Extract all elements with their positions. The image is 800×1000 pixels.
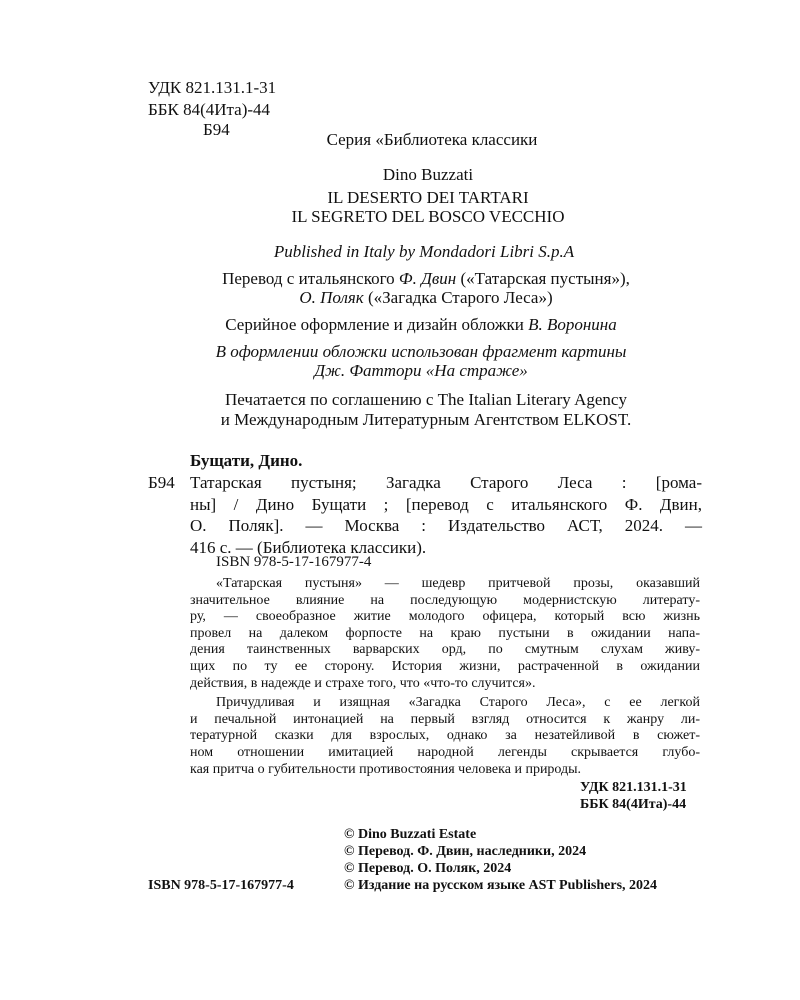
annotation-line: значительное влияние на последующую модернистскую литерату- xyxy=(190,592,700,608)
annotation-line: Причудливая и изящная «Загадка Старого Леса», с ее легкой xyxy=(216,695,700,711)
annotation-line: тературной сказки для взрослых, однако за незатейливой в сюжет- xyxy=(190,728,700,744)
title-original-2: IL SEGRETO DEL BOSCO VECCHIO xyxy=(291,207,565,226)
designer-name: В. Воронина xyxy=(528,315,617,334)
annotation-line: действия, в надежде и страхе того, что «что-то случится». xyxy=(190,675,536,691)
publisher-note: Published in Italy by Mondadori Libri S.p.A xyxy=(273,242,575,261)
annotation-line: щих по ту ее сторону. История жизни, растраченной в ожидании xyxy=(190,658,700,674)
translated-work-2: («Загадка Старого Леса») xyxy=(363,288,553,307)
translation-line-2 xyxy=(0,287,800,309)
copyright-line: © Перевод. О. Поляк, 2024 xyxy=(344,861,512,876)
translation-prefix: Перевод с итальянского xyxy=(222,269,399,288)
annotation-paragraph-1 xyxy=(190,576,700,692)
udk-code: УДК 821.131.1-31 xyxy=(148,78,277,97)
annotation-line: ном отношении имитацией народной легенды скрывается глубо- xyxy=(190,744,700,760)
copyright-isbn: ISBN 978-5-17-167977-4 xyxy=(148,878,294,893)
bib-isbn: ISBN 978-5-17-167977-4 xyxy=(216,554,372,570)
bib-line-1: Татарская пустыня; Загадка Старого Леса : [рома- xyxy=(190,473,702,492)
annotation-line: и печальной интонацией на первый взгляд относится к жанру ли- xyxy=(190,711,700,727)
title-original-1: IL DESERTO DEI TARTARI xyxy=(327,188,529,207)
agreement-line-1: Печатается по соглашению с The Italian Literary Agency xyxy=(225,390,627,409)
bbk-code: ББК 84(4Ита)-44 xyxy=(148,100,271,119)
bib-record xyxy=(190,472,702,558)
design-credit xyxy=(0,314,800,336)
copyright-block xyxy=(344,826,657,894)
annotation xyxy=(190,576,700,778)
annotation-line: ру, — своеобразное житие молодого офицера, который всю жизнь xyxy=(190,609,700,625)
translator-2: О. Поляк xyxy=(299,288,364,307)
annotation-line: «Татарская пустыня» — шедевр притчевой прозы, оказавший xyxy=(216,576,700,591)
copyright-line: © Перевод. Ф. Двин, наследники, 2024 xyxy=(344,844,587,859)
cover-note-line-2: Дж. Фаттори «На страже» xyxy=(314,361,528,380)
cover-note-line-1: В оформлении обложки использован фрагмент картины xyxy=(215,342,627,361)
translated-work-1: («Татарская пустыня»), xyxy=(456,269,630,288)
copyright-line: © Dino Buzzati Estate xyxy=(344,827,477,842)
author-mark: Б94 xyxy=(203,120,230,139)
annotation-line: дения таинственных варварских орд, по смутным слухам живу- xyxy=(190,642,700,658)
bib-line-3: О. Поляк]. — Москва : Издательство АСТ, 2024. — xyxy=(190,516,702,535)
agreement-line-2: и Международным Литературным Агентством ELKOST. xyxy=(220,410,632,429)
bib-line-2: ны] / Дино Бущати ; [перевод с итальянского Ф. Двин, xyxy=(190,494,702,514)
bib-line-4: 416 с. — (Библиотека классики). xyxy=(190,537,427,557)
bib-code: Б94 xyxy=(148,473,175,492)
series-line: Серия «Библиотека классики xyxy=(326,130,538,149)
author-original: Dino Buzzati xyxy=(382,165,474,184)
copyright-line: © Издание на русском языке AST Publishers, 2024 xyxy=(344,878,658,893)
design-text: Серийное оформление и дизайн обложки xyxy=(225,315,529,334)
bib-heading: Бущати, Дино. xyxy=(190,451,303,470)
translator-1: Ф. Двин xyxy=(398,269,457,288)
index-bbk: ББК 84(4Ита)-44 xyxy=(580,797,687,812)
annotation-paragraph-2 xyxy=(190,695,700,778)
index-udk: УДК 821.131.1-31 xyxy=(580,780,687,795)
annotation-line: провел на далеком форпосте на краю пустыни в ожидании напа- xyxy=(190,625,700,641)
annotation-line: кая притча о губительности противостояния человека и природы. xyxy=(190,761,582,777)
